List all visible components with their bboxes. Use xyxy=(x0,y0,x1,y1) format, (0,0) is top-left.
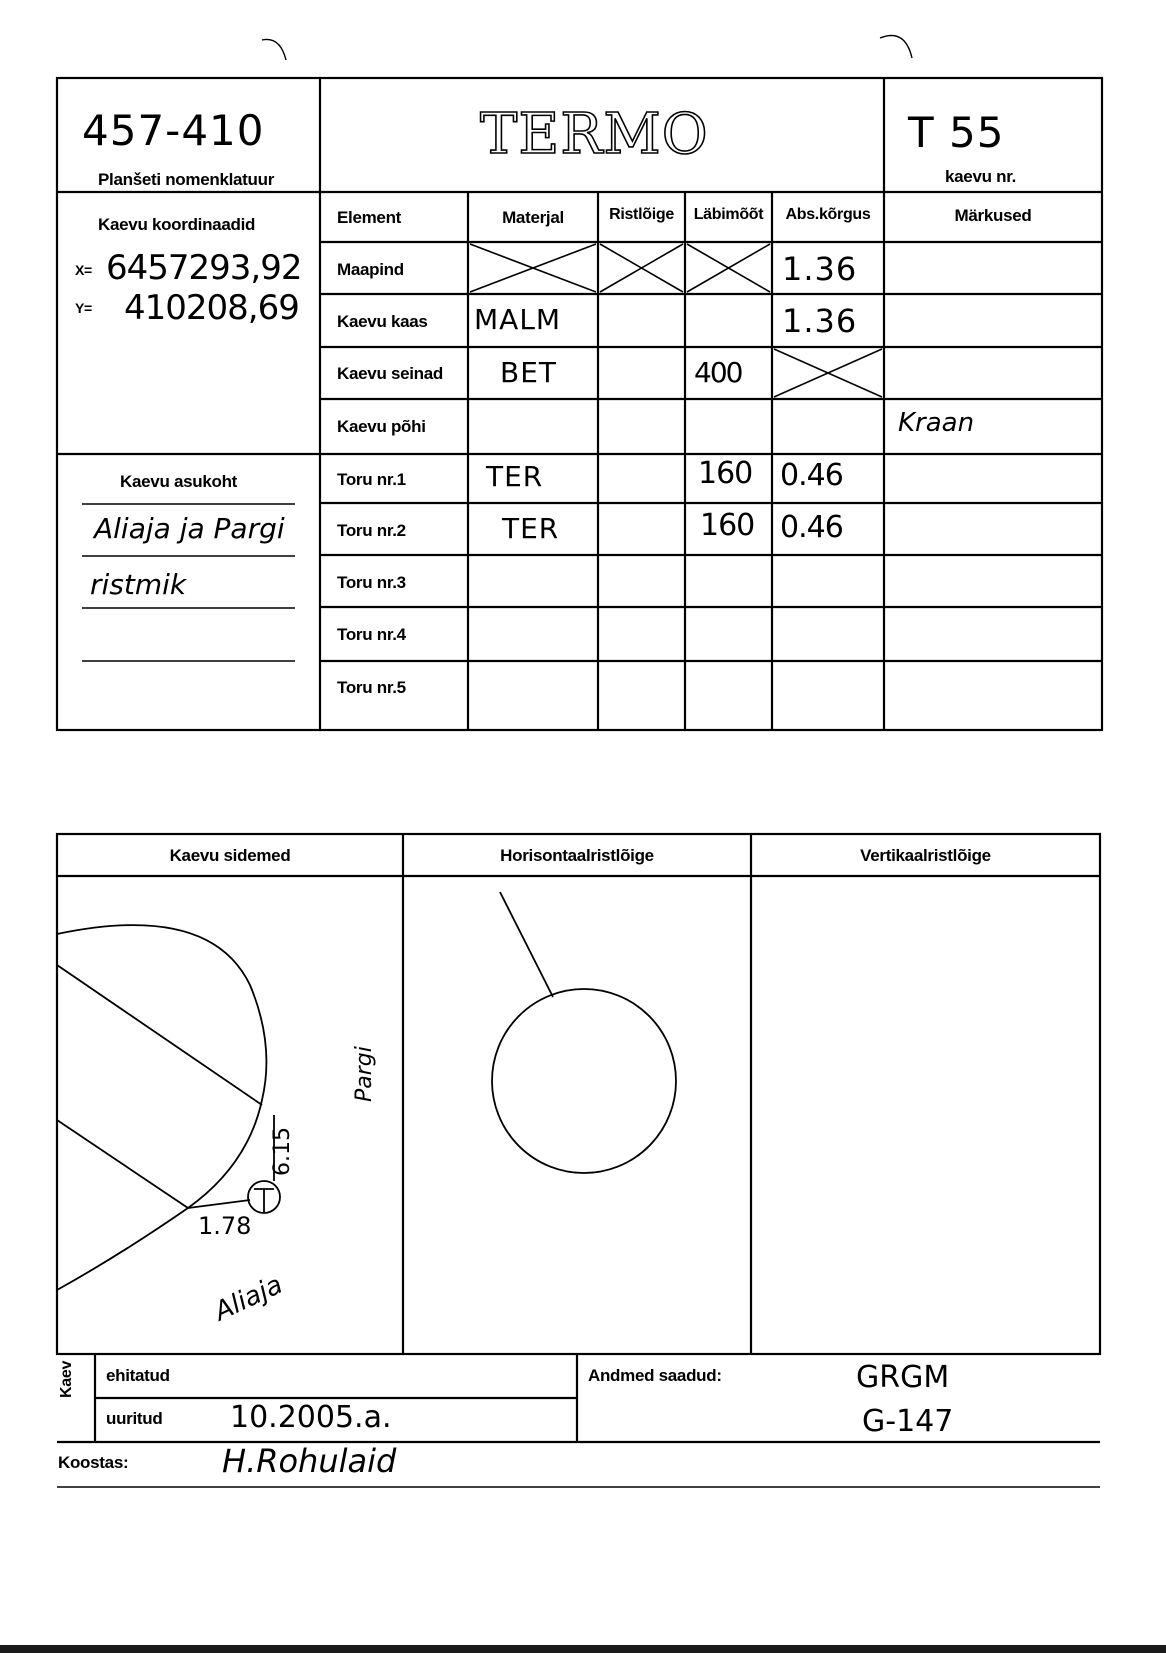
nomenclature-value: 457-410 xyxy=(82,106,265,155)
data-source-value-2: G-147 xyxy=(862,1404,954,1439)
cell-kaas-material: MALM xyxy=(474,303,562,336)
row-label-toru-5: Toru nr.5 xyxy=(337,678,406,697)
location-line-2: ristmik xyxy=(90,568,187,601)
row-label-kaevu-kaas: Kaevu kaas xyxy=(337,312,428,331)
x-coordinate: 6457293,92 xyxy=(106,248,302,288)
row-label-toru-1: Toru nr.1 xyxy=(337,470,406,489)
dimension-1-78: 1.78 xyxy=(198,1212,252,1240)
cell-toru1-height: 0.46 xyxy=(780,458,843,493)
col-header-abs-height: Abs.kõrgus xyxy=(785,206,871,223)
kaev-label: Kaev xyxy=(58,1360,75,1398)
street-label-pargi: Pargi xyxy=(352,1046,377,1102)
well-number-label: kaevu nr. xyxy=(945,167,1017,186)
compiled-label: Koostas: xyxy=(58,1453,129,1472)
data-source-label: Andmed saadud: xyxy=(588,1366,722,1385)
sketch-header-horizontal: Horisontaalristlõige xyxy=(500,846,654,865)
sketch-header-connections: Kaevu sidemed xyxy=(169,846,291,865)
cell-maapind-height: 1.36 xyxy=(782,250,858,288)
location-label: Kaevu asukoht xyxy=(120,472,238,491)
col-header-diameter: Läbimõõt xyxy=(693,206,764,223)
surveyed-label: uuritud xyxy=(106,1409,163,1428)
row-label-maapind: Maapind xyxy=(337,260,404,279)
dimension-6-15: 6.15 xyxy=(270,1127,295,1176)
coordinates-label: Kaevu koordinaadid xyxy=(98,215,256,234)
row-label-toru-3: Toru nr.3 xyxy=(337,573,406,592)
well-number-value: T 55 xyxy=(908,108,1005,157)
scan-edge xyxy=(0,1645,1166,1653)
row-label-kaevu-pohi: Kaevu põhi xyxy=(337,417,426,436)
compiled-by: H.Rohulaid xyxy=(222,1442,397,1480)
col-header-cross-section: Ristlõige xyxy=(609,206,674,223)
cell-seinad-material: BET xyxy=(500,356,558,389)
document-title: TERMO xyxy=(480,102,709,167)
x-label: X= xyxy=(75,262,92,278)
street-label-aliaja: Aliaja xyxy=(210,1269,288,1328)
y-label: Y= xyxy=(75,300,92,316)
sketch-header-vertical: Vertikaalristlõige xyxy=(860,846,991,865)
cell-toru1-material: TER xyxy=(486,460,544,493)
built-label: ehitatud xyxy=(106,1366,170,1385)
row-label-kaevu-seinad: Kaevu seinad xyxy=(337,364,444,383)
row-label-toru-2: Toru nr.2 xyxy=(337,521,406,540)
surveyed-date: 10.2005.a. xyxy=(230,1400,392,1435)
row-label-toru-4: Toru nr.4 xyxy=(337,625,406,644)
cell-seinad-diameter: 400 xyxy=(694,356,742,389)
y-coordinate: 410208,69 xyxy=(124,288,299,328)
cell-toru1-diameter: 160 xyxy=(698,456,753,491)
cell-toru2-height: 0.46 xyxy=(780,510,843,545)
cell-kaas-height: 1.36 xyxy=(782,302,858,340)
col-header-notes: Märkused xyxy=(954,206,1032,225)
cell-toru2-diameter: 160 xyxy=(700,508,755,543)
col-header-material: Materjal xyxy=(502,208,564,227)
cell-pohi-note: Kraan xyxy=(898,408,975,438)
cell-toru2-material: TER xyxy=(502,512,560,545)
data-source-value-1: GRGM xyxy=(856,1360,950,1395)
nomenclature-label: Planšeti nomenklatuur xyxy=(98,170,275,189)
horizontal-section xyxy=(492,892,676,1173)
location-line-1: Aliaja ja Pargi xyxy=(94,512,285,545)
col-header-element: Element xyxy=(337,208,402,227)
